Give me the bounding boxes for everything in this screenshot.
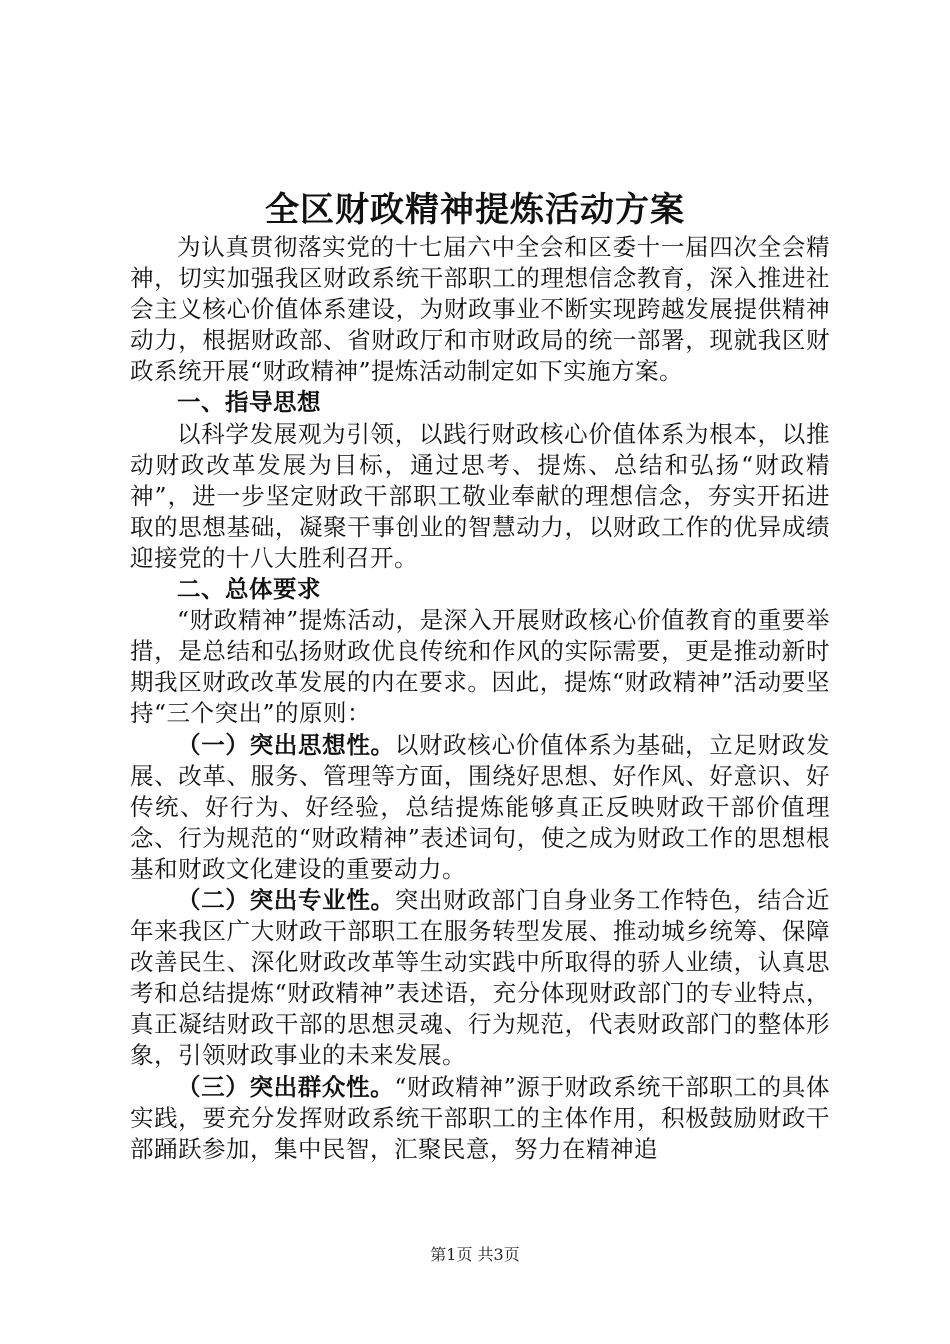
document-body <box>130 232 830 1165</box>
principle-item-2-text: 突出财政部门自身业务工作特色，结合近年来我区广大财政干部职工在服务转型发展、推动城乡统筹、保障改善民生、深化财政改革等生动实践中所取得的骄人业绩，认真思考和总结提炼“财政精神”表述语，充分体现财政部门的专业特点，真正凝结财政干部的思想灵魂、行为规范，代表财政部门的整体形象，引领财政事业的未来发展。 <box>130 885 831 1070</box>
principle-item-3-lead: （三）突出群众性。 <box>177 1072 395 1101</box>
document-title: 全区财政精神提炼活动方案 <box>265 190 685 230</box>
section-heading <box>130 387 830 418</box>
page-footer <box>0 1244 950 1266</box>
intro-paragraph: 为认真贯彻落实党的十七届六中全会和区委十一届四次全会精神，切实加强我区财政系统干部职工的理想信念教育，深入推进社会主义核心价值体系建设，为财政事业不断实现跨越发展提供精神动力，根据财政部、省财政厅和市财政局的统一部署，现就我区财政系统开展“财政精神”提炼活动制定如下实施方案。 <box>130 233 830 386</box>
principle-item-2 <box>130 885 830 1072</box>
section1-paragraph: 以科学发展观为引领，以践行财政核心价值体系为根本，以推动财政改革发展为目标，通过思考、提炼、总结和弘扬“财政精神”，进一步坚定财政干部职工敬业奉献的理想信念，夯实开拓进取的思想基础，凝聚干事创业的智慧动力，以财政工作的优异成绩迎接党的十八大胜利召开。 <box>130 419 830 572</box>
section1-heading: 一、指导思想 <box>177 388 321 417</box>
section-heading <box>130 574 830 605</box>
principle-item-3 <box>130 1072 830 1165</box>
section2-paragraph: “财政精神”提炼活动，是深入开展财政核心价值教育的重要举措，是总结和弘扬财政优良传统和作风的实际需要，更是推动新时期我区财政改革发展的内在要求。因此，提炼“财政精神”活动要坚持“三个突出”的原则： <box>130 606 830 728</box>
principle-item-3-text: “财政精神”源于财政系统干部职工的具体实践，要充分发挥财政系统干部职工的主体作用，积极鼓励财政干部踊跃参加，集中民智，汇聚民意，努力在精神追 <box>130 1072 831 1163</box>
principle-item-2-lead: （二）突出专业性。 <box>177 885 395 914</box>
page-number: 第1页 共3页 <box>430 1245 520 1264</box>
principle-item-1 <box>130 730 830 885</box>
section2-heading: 二、总体要求 <box>177 575 321 604</box>
principle-item-1-lead: （一）突出思想性。 <box>177 730 395 759</box>
principle-item-1-text: 以财政核心价值体系为基础，立足财政发展、改革、服务、管理等方面，围绕好思想、好作风、好意识、好传统、好行为、好经验，总结提炼能够真正反映财政干部价值理念、行为规范的“财政精神”表述词句，使之成为财政工作的思想根基和财政文化建设的重要动力。 <box>130 730 831 883</box>
